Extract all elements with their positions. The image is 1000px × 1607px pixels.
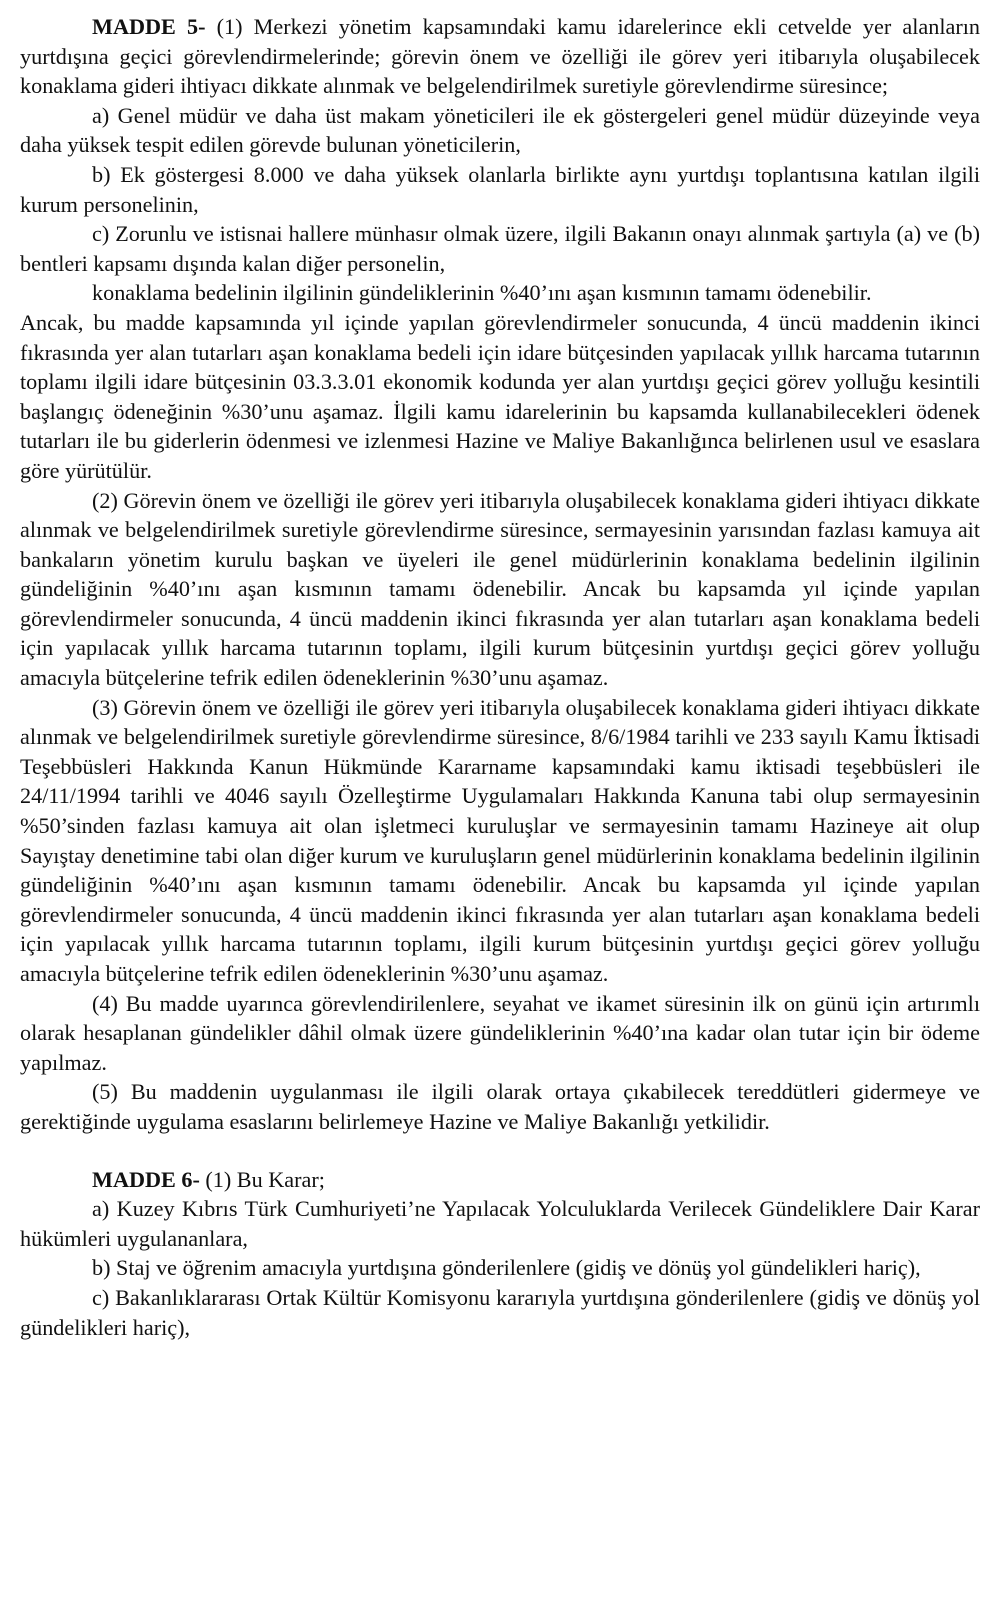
madde6-p1-item-a: a) Kuzey Kıbrıs Türk Cumhuriyeti’ne Yapılacak Yolculuklarda Verilecek Gündeliklere Dair Karar hükümleri uygulananlara, [20,1196,980,1251]
madde6-p1-item-b: b) Staj ve öğrenim amacıyla yurtdışına gönderilenlere (gidiş ve dönüş yol gündelikleri hariç), [92,1255,921,1281]
madde5-paragraph-4: (4) Bu madde uyarınca görevlendirilenlere, seyahat ve ikamet süresinin ilk on günü için artırımlı olarak hesaplanan gündelikler dâhil olmak üzere gündeliklerinin %40’ına kadar olan tutar için bir ödeme yapılmaz. [20,990,980,1075]
madde5-p1-closing: konaklama bedelinin ilgilinin gündeliklerinin %40’ını aşan kısmının tamamı ödenebilir. [92,280,872,306]
madde5-heading: MADDE 5- [92,14,206,39]
section-gap [20,1137,980,1165]
madde5-paragraph-5: (5) Bu maddenin uygulanması ile ilgili olarak ortaya çıkabilecek tereddütleri gidermeye ve gerektiğinde uygulama esaslarını belirlemeye Hazine ve Maliye Bakanlığı yetkilidir. [20,1079,980,1134]
madde5-p1-item-c: c) Zorunlu ve istisnai hallere münhasır olmak üzere, ilgili Bakanın onayı alınmak şartıyla (a) ve (b) bentleri kapsamı dışında kalan diğer personelin, [20,221,980,276]
madde5-p1-item-a: a) Genel müdür ve daha üst makam yöneticileri ile ek göstergeleri genel müdür düzeyinde veya daha yüksek tespit edilen görevde bulunan yöneticilerin, [20,102,980,158]
madde6-p1-item-c: c) Bakanlıklararası Ortak Kültür Komisyonu kararıyla yurtdışına gönderilenlere (gidiş ve dönüş yol gündelikleri hariç), [20,1284,980,1340]
madde6-p1-intro: (1) Bu Karar; [205,1166,325,1192]
document-page [20,12,980,1342]
madde5-paragraph-2: (2) Görevin önem ve özelliği ile görev yeri itibarıyla oluşabilecek konaklama gideri ihtiyacı dikkate alınmak ve belgelendirilmek suretiyle görevlendirme süresince, sermayesinin yarısından fazlası kamuya ait bankaların yönetim kurulu başkan ve üyeleri ile genel müdürlerinin konaklama bedelinin ilgilinin gündeliğinin %40’ını aşan kısmının tamamı ödenebilir. Ancak bu kapsamda yıl içinde yapılan görevlendirmeler sonucunda, 4 üncü maddenin ikinci fıkrasında yer alan tutarları aşan konaklama bedeli için yapılacak yıllık harcama tutarının toplamı, ilgili kurum bütçesinin yurtdışı geçici görev yolluğu amacıyla bütçelerine tefrik edilen ödeneklerinin %30’unu aşamaz. [20,487,980,691]
madde5-p1-intro: (1) Merkezi yönetim kapsamındaki kamu idarelerince ekli cetvelde yer alanların yurtdışına geçici görevlendirmelerinde; görevin önem ve özelliği ile görev yeri itibarıyla oluşabilecek konaklama gideri ihtiyacı dikkate alınmak ve belgelendirilmek suretiyle görevlendirme süresince; [20,14,981,99]
madde5-p1-item-b: b) Ek göstergesi 8.000 ve daha yüksek olanlarla birlikte aynı yurtdışı toplantısına katılan ilgili kurum personelinin, [20,161,980,217]
madde6-paragraph-1 [20,1165,980,1195]
madde6-heading: MADDE 6- [92,1166,200,1192]
madde5-p1-rest: Ancak, bu madde kapsamında yıl içinde yapılan görevlendirmeler sonucunda, 4 üncü maddenin ikinci fıkrasında yer alan tutarları aşan konaklama bedeli için idare bütçesinden yapılacak yıllık harcama tutarının toplamı ilgili idare bütçesinin 03.3.3.01 ekonomik kodunda yer alan yurtdışı geçici görev yolluğu kesintili başlangıç ödeneğinin %30’unu aşamaz. İlgili kamu idarelerinin bu kapsamda kullanabilecekleri ödenek tutarları ile bu giderlerin ödenmesi ve izlenmesi Hazine ve Maliye Bakanlığınca belirlenen usul ve esaslara göre yürütülür. [20,309,980,483]
madde5-paragraph-3: (3) Görevin önem ve özelliği ile görev yeri itibarıyla oluşabilecek konaklama gideri ihtiyacı dikkate alınmak ve belgelendirilmek suretiyle görevlendirme süresince, 8/6/1984 tarihli ve 233 sayılı Kamu İktisadi Teşebbüsleri Hakkında Kanun Hükmünde Kararname kapsamındaki kamu iktisadi teşebbüsleri ile 24/11/1994 tarihli ve 4046 sayılı Özelleştirme Uygulamaları Hakkında Kanuna tabi olup sermayesinin %50’sinden fazlası kamuya ait olan işletmeci kuruluşlar ve sermayesinin tamamı Hazineye ait olup Sayıştay denetimine tabi olan diğer kurum ve kuruluşların genel müdürlerinin konaklama bedelinin ilgilinin gündeliğinin %40’ını aşan kısmının tamamı ödenebilir. Ancak bu kapsamda yıl içinde yapılan görevlendirmeler sonucunda, 4 üncü maddenin ikinci fıkrasında yer alan tutarları aşan konaklama bedeli için yapılacak yıllık harcama tutarının toplamı, ilgili kurum bütçesinin yurtdışı geçici görev yolluğu amacıyla bütçelerine tefrik edilen ödeneklerinin %30’unu aşamaz. [20,694,980,986]
madde5-paragraph-1 [20,12,980,101]
